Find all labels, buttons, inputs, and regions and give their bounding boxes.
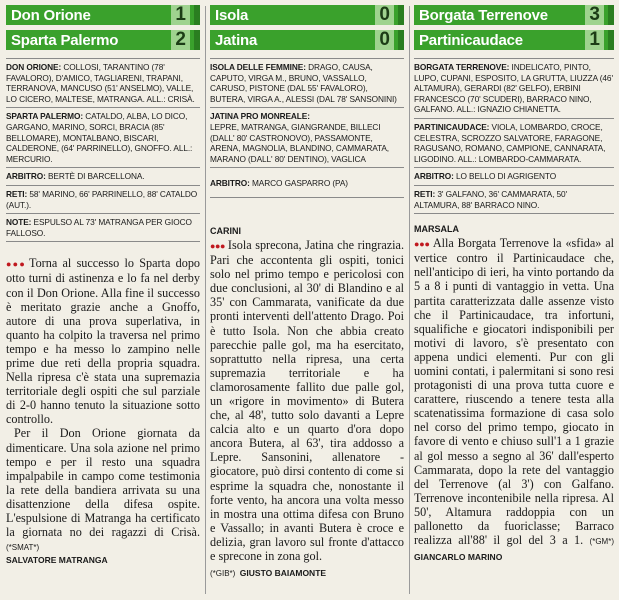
match-column-isola-jatina: [210, 0, 404, 600]
referee: ARBITRO: LO BELLO DI AGRIGENTO: [414, 167, 614, 185]
goals-list: RETI: 58' MARINO, 66' PARRINELLO, 88' CATALDO (AUT.).: [6, 185, 200, 213]
away-team-name: Partinicaudace: [419, 31, 523, 49]
home-team-goals: 0: [375, 5, 394, 25]
author-line: [210, 563, 404, 581]
author-signature: GIUSTO BAIAMONTE: [239, 568, 327, 579]
column-divider: [409, 6, 410, 594]
away-team-name: Sparta Palermo: [11, 31, 119, 49]
match-info-box: [6, 58, 200, 242]
match-column-terrenove-partinicaudace: [414, 0, 614, 600]
column-divider: [205, 6, 206, 594]
lineup-away: JATINA PRO MONREALE: LEPRE, MATRANGA, GIANGRANDE, BILLECI (DALL' 80' CASTRONOVO), PASSAMONTE, ARENA, MAGNOLIA, BLANDINO, CAMMARATA, MARANO (DALL' 80' DENTINO), VAGLICA: [210, 107, 404, 167]
notes: NOTE: ESPULSO AL 73' MATRANGA PER GIOCO FALLOSO.: [6, 213, 200, 241]
scoreboard-row: [414, 30, 614, 50]
article-paragraph: Per il Don Orione giornata da dimenticare. Una sola azione nel primo tempo e per il resto una squadra impalpabile in campo come testimonia la rete della bandiera arrivata su una disattenzione della difesa ospite. L'espulsione di Matranga ha certificato la giornata no dei ragazzi di Crisà. (*SMAT*): [6, 426, 200, 553]
bullet-dots-icon: ●●●: [414, 239, 430, 250]
goals-list: RETI: 3' GALFANO, 36' CAMMARATA, 50' ALTAMURA, 88' BARRACO NINO.: [414, 185, 614, 213]
author-initials: (*GM*): [589, 537, 614, 547]
dateline-city: MARSALA: [414, 224, 459, 235]
referee: ARBITRO: MARCO GASPARRO (PA): [210, 167, 404, 197]
article-body: [210, 238, 404, 563]
article-body: [414, 236, 614, 564]
lineup-home: BORGATA TERRENOVE: INDELICATO, PINTO, LUPO, CUPANI, ESPOSITO, LA GRUTTA, LIUZZA (46' ALTAMURA), GERARDI (82' GELFO), ERBINI FRANCESCO (70' SCUDERI), BARRACO NINO, GALFANO. ALL.: IGNAZIO CHIANETTA.: [414, 62, 613, 115]
lineup-home: DON ORIONE: COLLOSI, TARANTINO (78' FAVALORO), D'AMICO, TAGLIARENI, TRAPANI, TERRANOVA, MANCUSO (51' ANSELMO), VALLE, LO CICERO, MALTESE, MATRANGA. ALL.: CRISÀ.: [6, 62, 195, 104]
dateline-city: CARINI: [210, 225, 241, 236]
author-signature: SALVATORE MATRANGA: [6, 555, 108, 566]
bullet-dots-icon: ●●●: [210, 240, 225, 251]
scoreboard-row: [414, 5, 614, 25]
bullet-dots-icon: ●●●: [6, 259, 26, 270]
away-team-name: Jatina: [215, 31, 258, 49]
home-team-goals: 1: [171, 5, 190, 25]
scoreboard-row: [210, 5, 404, 25]
author-initials: (*SMAT*): [6, 543, 40, 553]
home-team-name: Isola: [215, 6, 249, 24]
away-team-goals: 2: [171, 30, 190, 50]
article-body: [6, 256, 200, 555]
scoreboard-row: [210, 30, 404, 50]
home-team-name: Borgata Terrenove: [419, 6, 548, 24]
article-paragraph: ●●● Isola sprecona, Jatina che ringrazia. Pari che accontenta gli ospiti, tonici solo nel primo tempo e pericolosi con due conclusioni, al 30' di Blandino e al 35' con Cammarata, vanificate da due pronti interventi dell'attento Drago. Poi è tutto Isola. Non che abbia creato parecchie palle gol, ma ha esercitato, soprattutto nella ripresa, una certa supremazia territoriale e ha clamorosamente fallito due palle gol, un «rigore in movimento» di Butera che, al 48', tutto solo davanti a Lepre calcia alto e un quarto d'ora dopo ancora Butera, al 63', tira addosso a Lepre. Sansonini, allenatore - giocatore, può dirsi contento di come si esprime la squadra che, nonostante il forte vento, ha ancora una volta messo in mostra una ottima difesa con Bruno e Vassallo; in avanti Butera è croce e delizia, gran lavoro sul fronte d'attacco e sprecone in zona gol.: [210, 237, 404, 563]
author-initials: (*GIB*): [210, 569, 236, 579]
scoreboard-row: [6, 5, 200, 25]
match-info-box: [414, 58, 614, 214]
match-column-don-orione-sparta: [6, 0, 200, 600]
article-paragraph: ●●● Alla Borgata Terrenove la «sfida» al vertice contro il Partinicaudace che, nell'anticipo di ieri, ha vinto portando da 5 a 8 i punti di vantaggio in vetta. Una partita caratterizzata dalle assenze visto che il Partinicaudace, tra infortuni, squalifiche e giocatori indisponibili per motivi di lavoro, s'è presentato con appena undici elementi. Pur con gli uomini contati, i palermitani si sono resi protagonisti di una prova tutta cuore e carattere, riuscendo a tenere testa alla scatenatissima formazione di casa solo nel corso del primo tempo, giocato in favore di vento e chiuso sull'1 a 1 grazie al gol messo a segno al 36' dall'esperto Cammarata, dopo la rete del vantaggio del Terrenove (al 3') con Galfano. Terrenove incontenibile nella ripresa. Al 50', Altamura raddoppia con un pallonetto da fuoriclasse; Barraco realizza all'88' il gol del 3 a 1. (*GM*) GIANCARLO MARINO: [414, 236, 614, 563]
away-team-goals: 1: [585, 30, 604, 50]
lineup-away: SPARTA PALERMO: CATALDO, ALBA, LO DICO, GARGANO, MARINO, SORCI, BRACIA (85' BELLOMARE), MONTALBANO, BISCARI, CALDERONE, (64' PARRINELLO), GNOFFO. ALL.: MERCURIO.: [6, 107, 200, 167]
match-info-box: [210, 58, 404, 198]
article-paragraph: ●●● Torna al successo lo Sparta dopo otto turni di astinenza e lo fa nel derby con il Don Orione. Alla fine il successo è meritato grazie anche a Gnoffo, autore di una prova superlativa, in quanto ha colpito la traversa nel primo tempo e ha messo lo zampino nelle prime due reti della propria squadra. Nella ripresa c'è stata una supremazia territoriale degli ospiti che sul parziale di 2-0 hanno tenuto la situazione sotto controllo.: [6, 256, 200, 427]
scoreboard-row: [6, 30, 200, 50]
author-signature: GIANCARLO MARINO: [414, 552, 503, 563]
away-team-goals: 0: [375, 30, 394, 50]
lineup-away: PARTINICAUDACE: VIOLA, LOMBARDO, CROCE, CELESTRA, SCROZZO SALVATORE, FARAGONE, RAGUSANO, ROMANO, CAMPIONE, CANNARATA, LIGODINO. ALL.: LOMBARDO-CAMMARATA.: [414, 118, 614, 167]
lineup-home: ISOLA DELLE FEMMINE: DRAGO, CAUSA, CAPUTO, VIRGA M., BRUNO, VASSALLO, CARUSO, PISTONE (DAL 55' FAVALORO), BUTERA, VIRGA A., ALESSI (DAL 78' SANSONINI): [210, 62, 397, 104]
home-team-name: Don Orione: [11, 6, 91, 24]
referee: ARBITRO: BERTÈ DI BARCELLONA.: [6, 167, 200, 185]
home-team-goals: 3: [585, 5, 604, 25]
